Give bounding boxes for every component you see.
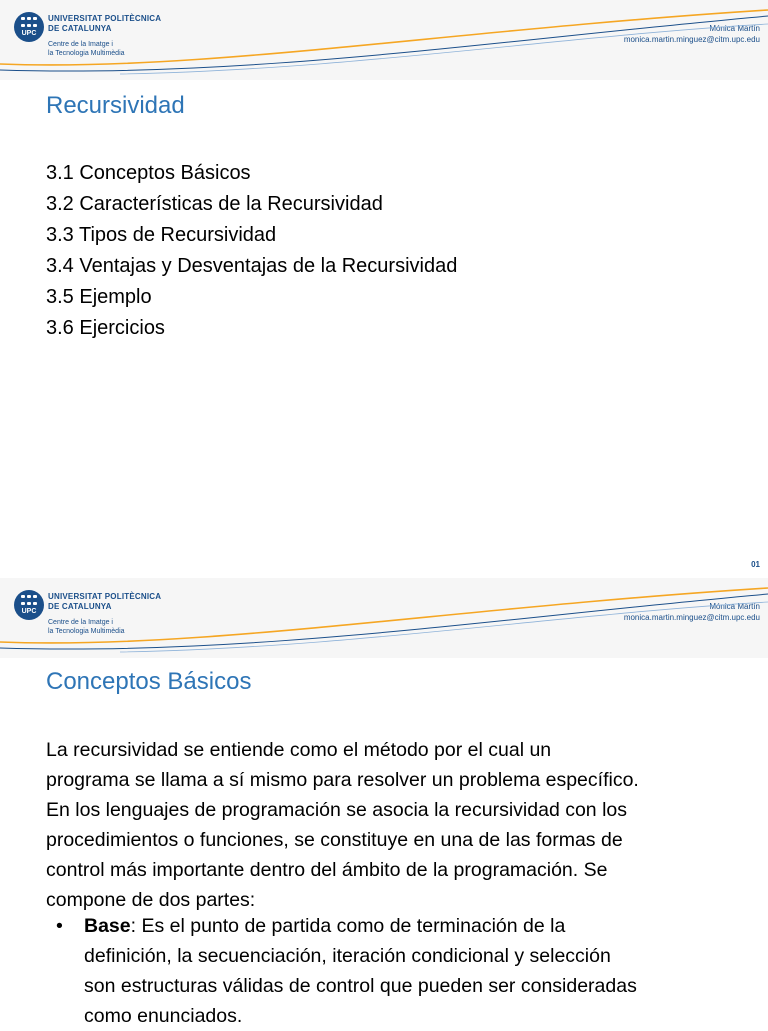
- bullet-list: [46, 911, 746, 1031]
- bullet-line: como enunciados.: [84, 1005, 243, 1027]
- logo-text: UPC: [21, 608, 37, 615]
- slide-header: [0, 578, 768, 658]
- header-decorative-curves: [0, 0, 768, 80]
- bullet-item-base: [46, 911, 746, 1031]
- author-name: Mónica Martín: [709, 602, 760, 611]
- university-line-1: UNIVERSITAT POLITÈCNICA: [48, 14, 162, 23]
- bullet-line: : Es el punto de partida como de terminación de la: [130, 915, 566, 937]
- header-decorative-curves: [0, 578, 768, 658]
- slide-header: [0, 0, 768, 80]
- bullet-line: definición, la secuenciación, iteración condicional y selección: [84, 945, 611, 967]
- centre-line-1: Centre de la Imatge i: [48, 619, 113, 626]
- list-item: 3.1 Conceptos Básicos: [46, 162, 251, 184]
- list-item: 3.4 Ventajas y Desventajas de la Recursividad: [46, 255, 458, 277]
- paragraph-line: La recursividad se entiende como el método por el cual un: [46, 739, 552, 761]
- topic-list: [46, 158, 457, 344]
- list-item: 3.3 Tipos de Recursividad: [46, 224, 277, 246]
- bullet-line: son estructuras válidas de control que pueden ser consideradas: [84, 975, 637, 997]
- author-email: monica.martin.minguez@citm.upc.edu: [623, 613, 760, 622]
- centre-line-2: la Tecnologia Multimèdia: [48, 628, 125, 635]
- paragraph-line: En los lenguajes de programación se asocia la recursividad con los: [46, 799, 627, 821]
- university-line-2: DE CATALUNYA: [48, 24, 112, 33]
- logo-text: UPC: [21, 30, 37, 37]
- page-number: 01: [751, 560, 760, 569]
- centre-line-2: la Tecnologia Multimèdia: [48, 50, 125, 57]
- centre-line-1: Centre de la Imatge i: [48, 41, 113, 48]
- slide-title: Recursividad: [46, 92, 185, 119]
- paragraph-line: programa se llama a sí mismo para resolver un problema específico.: [46, 769, 639, 791]
- paragraph-line: compone de dos partes:: [46, 889, 256, 911]
- university-line-1: UNIVERSITAT POLITÈCNICA: [48, 592, 162, 601]
- bullet-term: Base: [84, 915, 131, 937]
- list-item: 3.6 Ejercicios: [46, 317, 165, 339]
- list-item: 3.5 Ejemplo: [46, 286, 152, 308]
- slide-title: Conceptos Básicos: [46, 668, 252, 695]
- bullet-marker: •: [56, 915, 63, 937]
- paragraph-line: procedimientos o funciones, se constituye en una de las formas de: [46, 829, 623, 851]
- paragraph-line: control más importante dentro del ámbito de la programación. Se: [46, 859, 608, 881]
- university-line-2: DE CATALUNYA: [48, 602, 112, 611]
- author-email: monica.martin.minguez@citm.upc.edu: [623, 35, 760, 44]
- list-item: 3.2 Características de la Recursividad: [46, 193, 383, 215]
- body-paragraph: [46, 735, 746, 915]
- author-name: Mónica Martín: [709, 24, 760, 33]
